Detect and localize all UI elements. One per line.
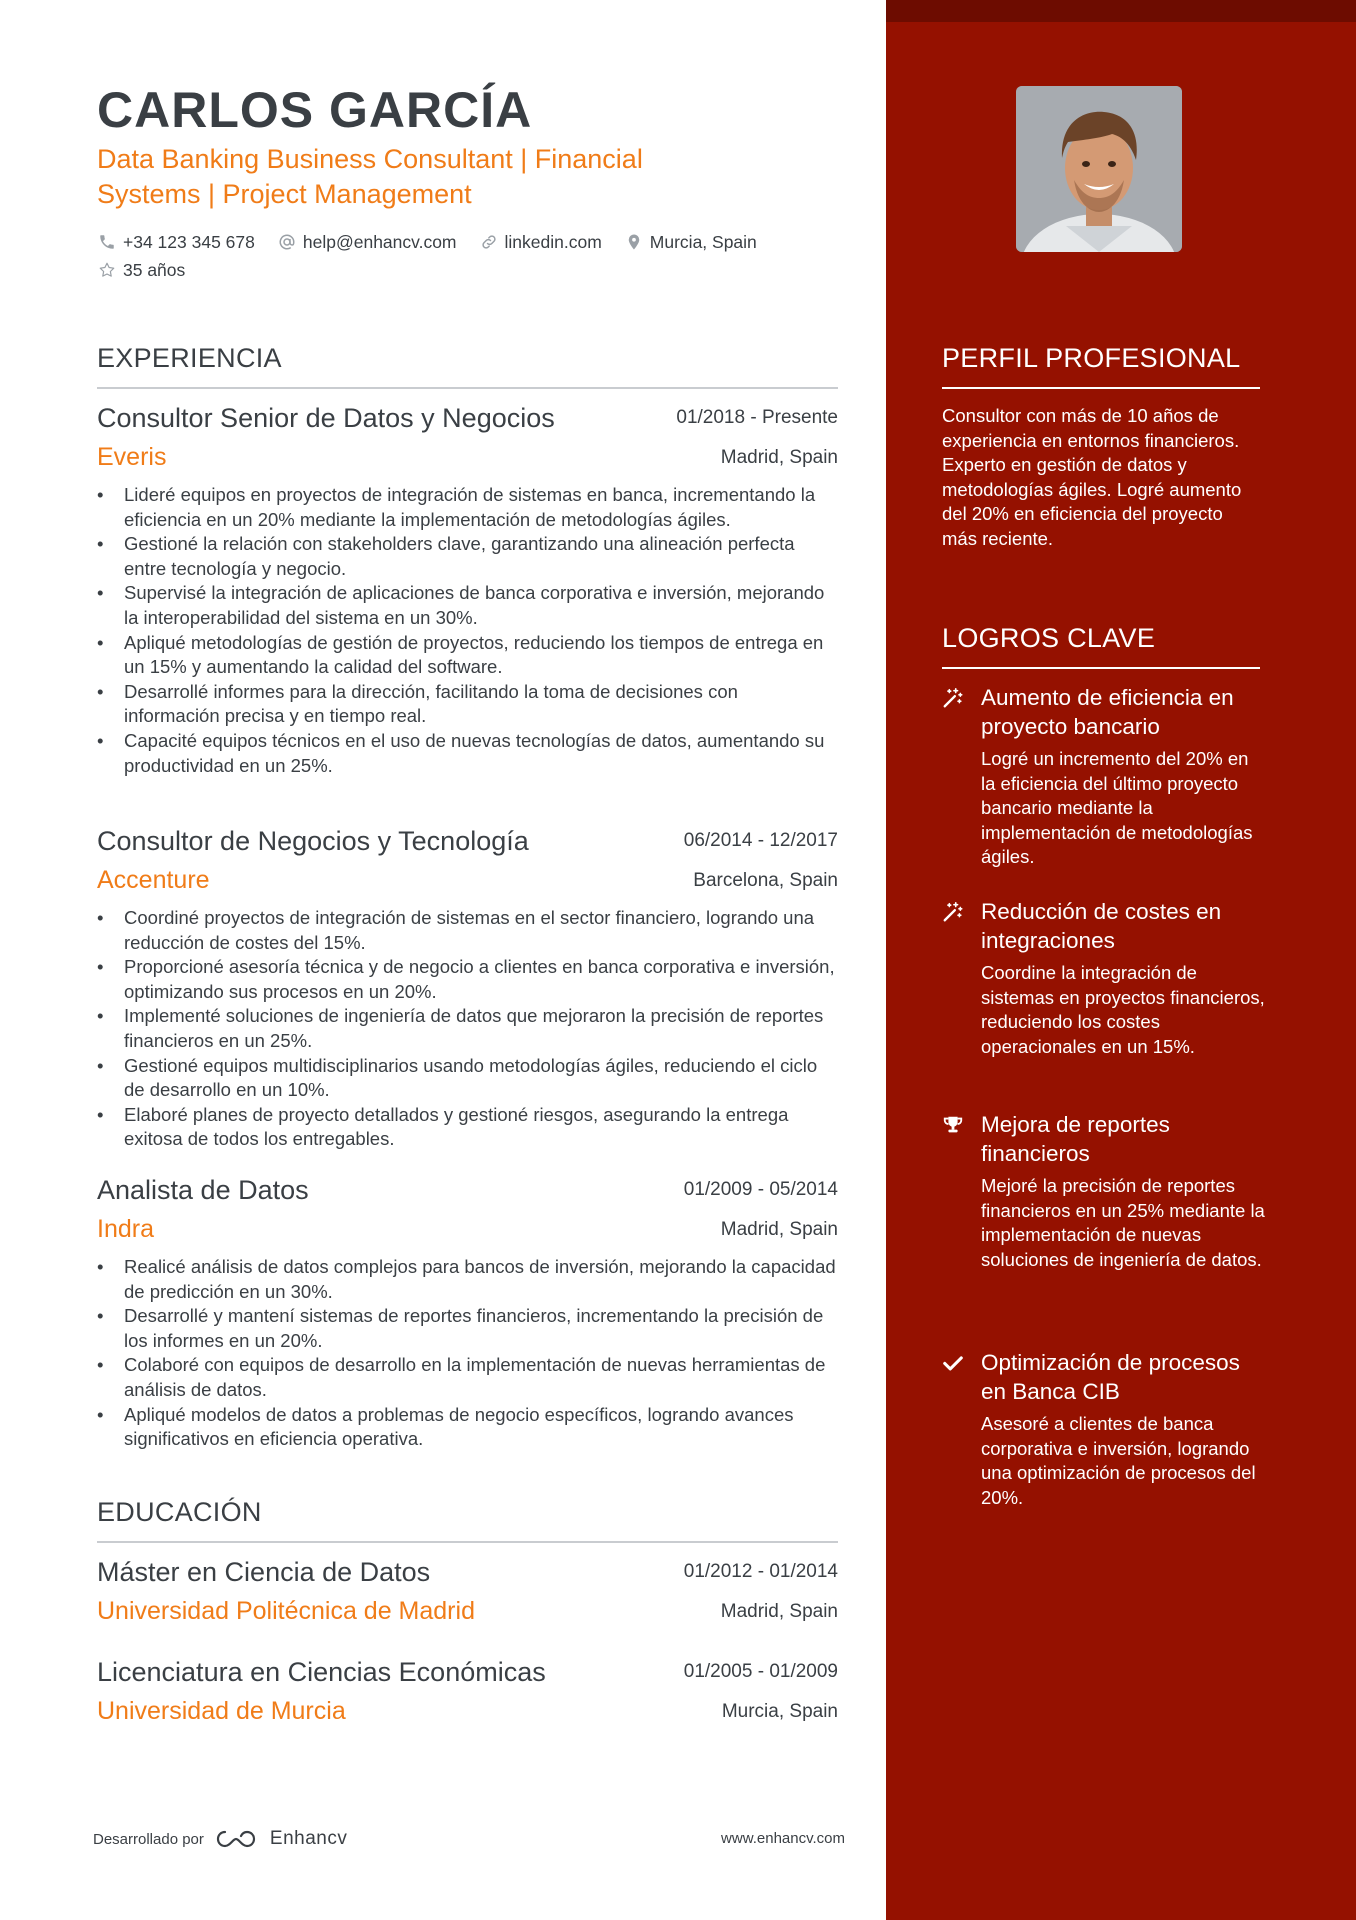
magic-wand-icon xyxy=(942,687,964,709)
degree-dates: 01/2012 - 01/2014 xyxy=(683,1561,838,1582)
job-company: Indra xyxy=(97,1215,154,1243)
job-bullets xyxy=(97,483,838,778)
job-bullet: • Coordiné proyectos de integración de sistemas en el sector financiero, logrando una reducción de costes del 15%. xyxy=(97,906,838,955)
footer-website[interactable]: www.enhancv.com xyxy=(721,1830,845,1847)
job-company: Accenture xyxy=(97,866,210,894)
job-bullet: • Capacité equipos técnicos en el uso de nuevas tecnologías de datos, aumentando su productividad en un 25%. xyxy=(97,729,838,778)
job-location: Barcelona, Spain xyxy=(693,870,838,891)
phone-text: +34 123 345 678 xyxy=(123,231,255,252)
job-bullet: • Supervisé la integración de aplicaciones de banca corporativa e inversión, mejorando la interoperabilidad del sistema en un 30%. xyxy=(97,581,838,630)
profile-heading: PERFIL PROFESIONAL xyxy=(942,343,1241,373)
job-title: Analista de Datos xyxy=(97,1175,309,1205)
education-divider xyxy=(97,1541,838,1543)
age-text: 35 años xyxy=(123,259,186,280)
star-icon xyxy=(97,260,117,280)
achievement-description: Coordine la integración de sistemas en proyectos financieros, reduciendo los costes operacionales en un 15%. xyxy=(981,962,1265,1057)
headline xyxy=(97,142,737,212)
degree-dates: 01/2005 - 01/2009 xyxy=(683,1661,838,1682)
job-bullets xyxy=(97,1255,838,1452)
job-entry xyxy=(97,403,838,803)
job-bullet: • Implementé soluciones de ingeniería de datos que mejoraron la precisión de reportes financieros en un 25%. xyxy=(97,1004,838,1053)
job-title: Consultor de Negocios y Tecnología xyxy=(97,826,529,856)
achievement-item xyxy=(942,683,1260,873)
email-text: help@enhancv.com xyxy=(302,231,457,252)
achievement-title: Optimización de procesos en Banca CIB xyxy=(981,1350,1240,1404)
job-bullet: • Lideré equipos en proyectos de integración de sistemas en banca, incrementando la eficiencia en un 20% mediante la implementación de metodologías ágiles. xyxy=(97,483,838,532)
experience-heading: EXPERIENCIA xyxy=(97,343,282,373)
job-bullet: • Desarrollé y mantení sistemas de reportes financieros, incrementando la precisión de los informes en un 20%. xyxy=(97,1304,838,1353)
job-company: Everis xyxy=(97,443,167,471)
school-location: Madrid, Spain xyxy=(720,1601,838,1622)
trophy-icon xyxy=(942,1114,964,1136)
brand-logo[interactable] xyxy=(214,1828,347,1850)
school-location: Murcia, Spain xyxy=(721,1701,838,1722)
brand-name: Enhancv xyxy=(269,1828,348,1849)
job-entry xyxy=(97,826,838,1156)
candidate-name: CARLOS GARCÍA xyxy=(97,82,533,138)
profile-summary: Consultor con más de 10 años de experiencia en entornos financieros. Experto en gestión de datos y metodologías ágiles. Logré aumento del 20% en eficiencia del proyecto más reciente. xyxy=(942,405,1242,549)
achievement-description: Mejoré la precisión de reportes financieros en un 25% mediante la implementación de nuevas soluciones de ingeniería de datos. xyxy=(981,1175,1265,1270)
job-dates: 01/2018 - Presente xyxy=(676,407,838,428)
degree-title: Licenciatura en Ciencias Económicas xyxy=(97,1657,546,1687)
experience-divider xyxy=(97,387,838,389)
headline-line-1: Data Banking Business Consultant | Financial xyxy=(97,144,643,174)
contact-phone[interactable] xyxy=(97,232,255,253)
link-icon xyxy=(479,232,499,252)
magic-wand-icon xyxy=(942,901,964,923)
job-bullets xyxy=(97,906,838,1152)
job-dates: 06/2014 - 12/2017 xyxy=(683,830,838,851)
contact-email[interactable] xyxy=(277,232,457,253)
job-dates: 01/2009 - 05/2014 xyxy=(683,1179,838,1200)
infinity-logo-icon xyxy=(214,1828,258,1850)
job-title: Consultor Senior de Datos y Negocios xyxy=(97,403,555,433)
achievements-divider xyxy=(942,667,1260,669)
achievements-heading: LOGROS CLAVE xyxy=(942,623,1156,653)
achievement-title: Reducción de costes en integraciones xyxy=(981,899,1222,953)
achievement-item xyxy=(942,1110,1265,1330)
job-bullet: • Gestioné la relación con stakeholders clave, garantizando una alineación perfecta entre tecnología y negocio. xyxy=(97,532,838,581)
job-bullet: • Gestioné equipos multidisciplinarios usando metodologías ágiles, reduciendo el ciclo de desarrollo en un 10%. xyxy=(97,1054,838,1103)
profile-photo xyxy=(1016,86,1182,252)
job-entry xyxy=(97,1175,838,1455)
powered-by xyxy=(93,1828,347,1850)
achievement-description: Asesoré a clientes de banca corporativa e inversión, logrando una optimización de procesos del 20%. xyxy=(981,1413,1256,1508)
job-bullet: • Elaboré planes de proyecto detallados y gestioné riesgos, asegurando la entrega exitosa de todos los entregables. xyxy=(97,1103,838,1152)
job-bullet: • Apliqué modelos de datos a problemas de negocio específicos, logrando avances significativos en eficiencia operativa. xyxy=(97,1403,838,1452)
location-text: Murcia, Spain xyxy=(649,231,757,252)
job-location: Madrid, Spain xyxy=(720,447,838,468)
sidebar-top-band xyxy=(886,0,1356,22)
achievement-title: Aumento de eficiencia en proyecto bancario xyxy=(981,685,1234,739)
job-bullet: • Desarrollé informes para la dirección, facilitando la toma de decisiones con información precisa y en tiempo real. xyxy=(97,680,838,729)
school-name: Universidad de Murcia xyxy=(97,1697,346,1725)
phone-icon xyxy=(97,232,117,252)
education-entry xyxy=(97,1557,838,1637)
job-location: Madrid, Spain xyxy=(720,1219,838,1240)
achievement-title: Mejora de reportes financieros xyxy=(981,1112,1170,1166)
contact-age xyxy=(97,260,185,281)
contact-location xyxy=(624,232,757,253)
education-entry xyxy=(97,1657,838,1737)
contact-linkedin[interactable] xyxy=(479,232,602,253)
location-pin-icon xyxy=(624,232,644,252)
achievement-item xyxy=(942,1348,1260,1518)
at-icon xyxy=(277,232,297,252)
job-bullet: • Apliqué metodologías de gestión de proyectos, reduciendo los tiempos de entrega en un 15% y aumentando la calidad del software. xyxy=(97,631,838,680)
job-bullet: • Realicé análisis de datos complejos para bancos de inversión, mejorando la capacidad de predicción en un 30%. xyxy=(97,1255,838,1304)
achievement-description: Logré un incremento del 20% en la eficiencia del último proyecto bancario mediante la implementación de metodologías ágiles. xyxy=(981,748,1253,868)
checkmark-icon xyxy=(942,1352,964,1374)
school-name: Universidad Politécnica de Madrid xyxy=(97,1597,475,1625)
linkedin-text: linkedin.com xyxy=(504,231,602,252)
degree-title: Máster en Ciencia de Datos xyxy=(97,1557,431,1587)
education-heading: EDUCACIÓN xyxy=(97,1497,262,1527)
profile-divider xyxy=(942,387,1260,389)
job-bullet: • Colaboré con equipos de desarrollo en la implementación de nuevas herramientas de análisis de datos. xyxy=(97,1353,838,1402)
job-bullet: • Proporcioné asesoría técnica y de negocio a clientes en banca corporativa e inversión, optimizando sus procesos en un 20%. xyxy=(97,955,838,1004)
headline-line-2: Systems | Project Management xyxy=(97,179,472,209)
footer xyxy=(93,1824,845,1854)
powered-by-label: Desarrollado por xyxy=(93,1830,204,1848)
contact-info xyxy=(97,228,817,284)
achievement-item xyxy=(942,897,1265,1087)
